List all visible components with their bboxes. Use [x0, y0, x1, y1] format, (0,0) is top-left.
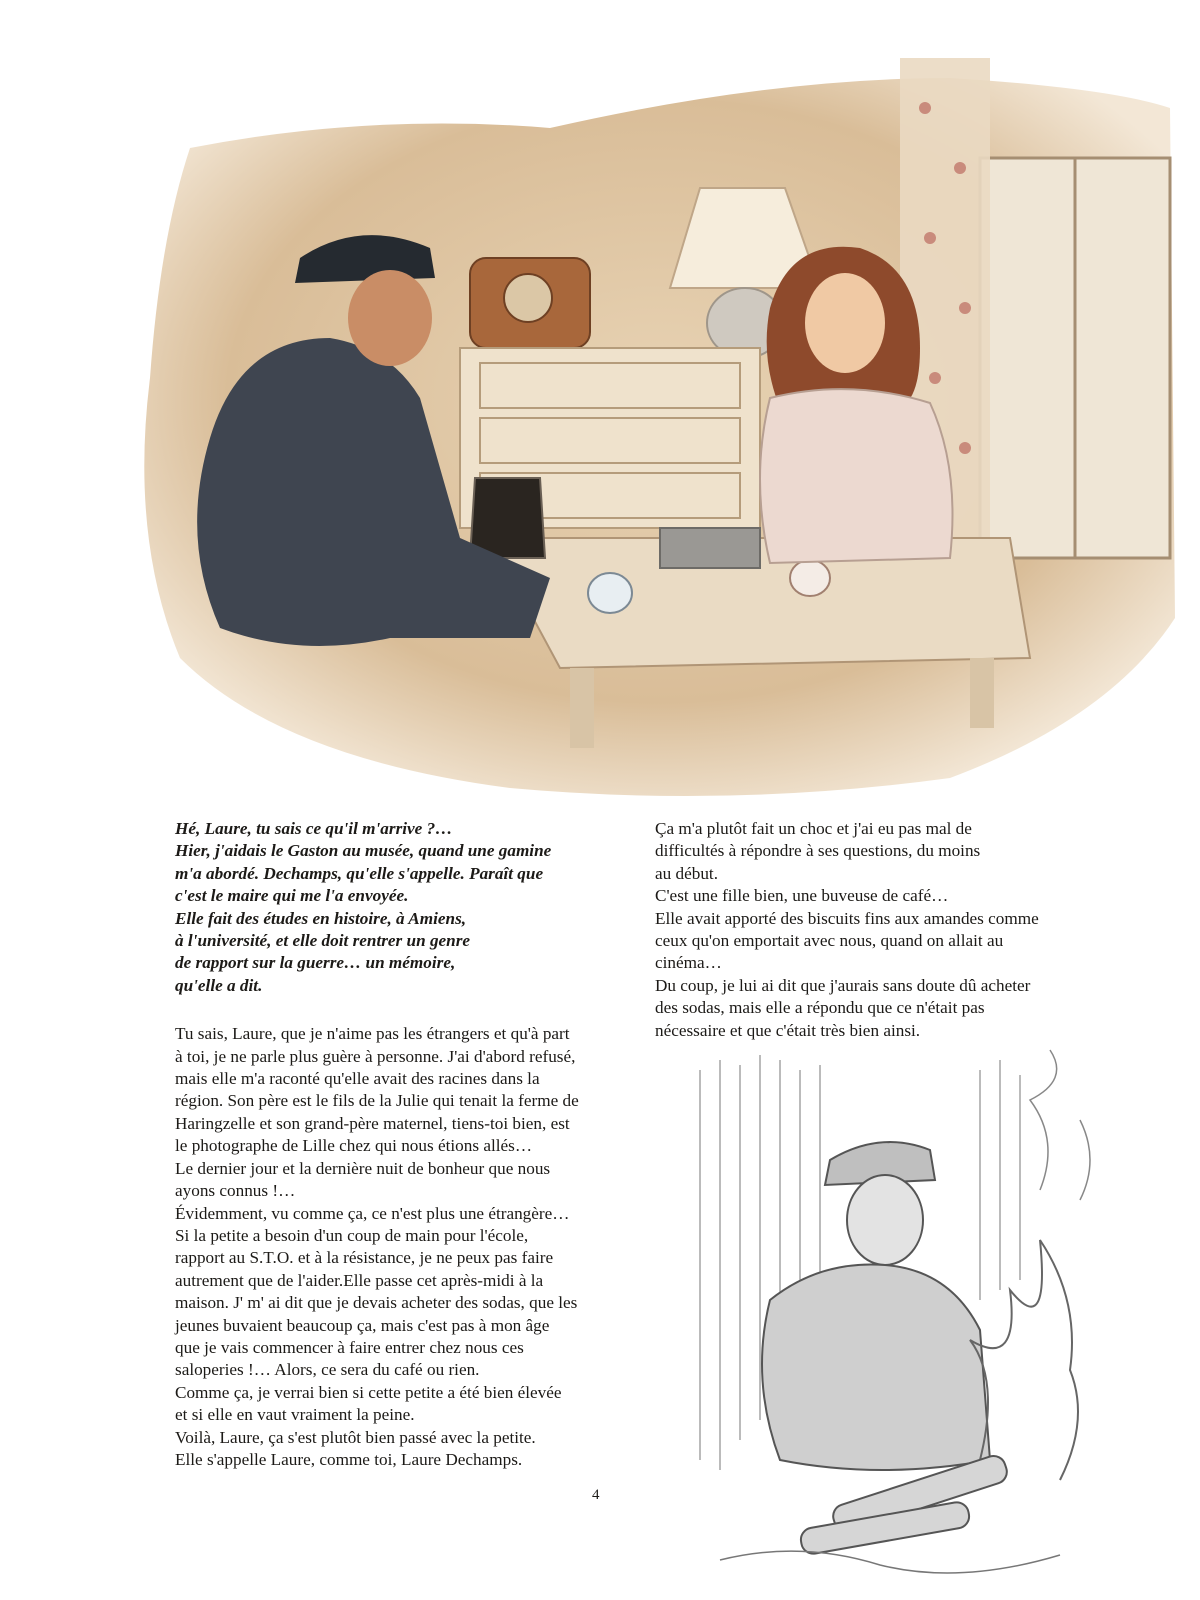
intro-paragraph — [175, 818, 635, 997]
text-line: qu'elle a dit. — [175, 975, 263, 995]
text-line: et si elle en vaut vraiment la peine. — [175, 1405, 415, 1425]
right-paragraph — [655, 818, 1070, 1042]
text-line: maison. J' m' ai dit que je devais acheter des sodas, que les — [175, 1293, 578, 1313]
text-line: Elle fait des études en histoire, à Amiens, — [175, 908, 467, 928]
body-paragraph — [175, 1023, 635, 1471]
man-face-sketch — [847, 1175, 923, 1265]
text-line: jeunes buvaient beaucoup ça, mais c'est pas à mon âge — [175, 1315, 550, 1335]
text-line: que je vais commencer à faire entrer chez nous ces — [175, 1337, 524, 1357]
man-body-sketch — [762, 1264, 990, 1470]
text-line: Hier, j'aidais le Gaston au musée, quand une gamine — [175, 841, 552, 861]
text-line: rapport au S.T.O. et à la résistance, je ne peux pas faire — [175, 1248, 554, 1268]
man-face — [348, 270, 432, 366]
text-line: Haringzelle et son grand-père maternel, tiens-toi bien, est — [175, 1113, 570, 1133]
book — [660, 528, 760, 568]
text-line: Ça m'a plutôt fait un choc et j'ai eu pas mal de — [655, 819, 972, 838]
right-text-column — [655, 818, 1070, 1042]
smoke-wisps — [1030, 1050, 1090, 1200]
text-line: m'a abordé. Dechamps, qu'elle s'appelle. Paraît que — [175, 863, 544, 883]
text-line: saloperies !… Alors, ce sera du café ou rien. — [175, 1360, 480, 1380]
text-line: c'est le maire qui me l'a envoyée. — [175, 886, 409, 906]
text-line: Le dernier jour et la dernière nuit de bonheur que nous — [175, 1158, 551, 1178]
cup — [588, 573, 632, 613]
ground-scribbles — [720, 1551, 1060, 1573]
text-line: autrement que de l'aider.Elle passe cet après-midi à la — [175, 1270, 544, 1290]
text-line: au début. — [655, 863, 719, 883]
watercolor-illustration-kitchen-scene — [130, 18, 1180, 798]
text-line: Comme ça, je verrai bien si cette petite a été bien élevée — [175, 1382, 562, 1402]
text-line: ayons connus !… — [175, 1181, 296, 1201]
page-number: 4 — [592, 1487, 600, 1503]
text-line: Voilà, Laure, ça s'est plutôt bien passé avec la petite. — [175, 1427, 536, 1447]
text-line: Évidemment, vu comme ça, ce n'est plus une étrangère… — [175, 1203, 570, 1223]
woman-face — [805, 273, 885, 373]
text-line: des sodas, mais elle a répondu que ce n'était pas — [655, 998, 985, 1018]
pencil-sketch-man-by-fire — [680, 1040, 1120, 1600]
text-line: Elle s'appelle Laure, comme toi, Laure Dechamps. — [175, 1449, 523, 1469]
text-line: à toi, je ne parle plus guère à personne. J'ai d'abord refusé, — [175, 1046, 576, 1066]
cup — [790, 560, 830, 596]
text-line: C'est une fille bien, une buveuse de café… — [655, 886, 949, 906]
left-text-column — [175, 818, 635, 1471]
text-line: à l'université, et elle doit rentrer un genre — [175, 931, 471, 951]
text-line: Du coup, je lui ai dit que j'aurais sans doute dû acheter — [655, 975, 1031, 995]
text-line: ceux qu'on emportait avec nous, quand on allait au — [655, 931, 1004, 951]
woman-figure — [760, 389, 953, 563]
text-line: difficultés à répondre à ses questions, du moins — [655, 841, 981, 861]
coffee-pot — [470, 478, 545, 558]
text-line: Si la petite a besoin d'un coup de main pour l'école, — [175, 1225, 529, 1245]
text-line: Hé, Laure, tu sais ce qu'il m'arrive ?… — [175, 819, 453, 838]
text-line: nécessaire et que c'était très bien ainsi. — [655, 1020, 921, 1040]
text-line: région. Son père est le fils de la Julie qui tenait la ferme de — [175, 1091, 579, 1111]
text-line: le photographe de Lille chez qui nous étions allés… — [175, 1136, 533, 1156]
text-line: Tu sais, Laure, que je n'aime pas les étrangers et qu'à part — [175, 1024, 570, 1044]
text-line: mais elle m'a raconté qu'elle avait des racines dans la — [175, 1069, 540, 1089]
text-line: de rapport sur la guerre… un mémoire, — [175, 953, 456, 973]
text-line: Elle avait apporté des biscuits fins aux amandes comme — [655, 908, 1039, 928]
text-line: cinéma… — [655, 953, 722, 973]
